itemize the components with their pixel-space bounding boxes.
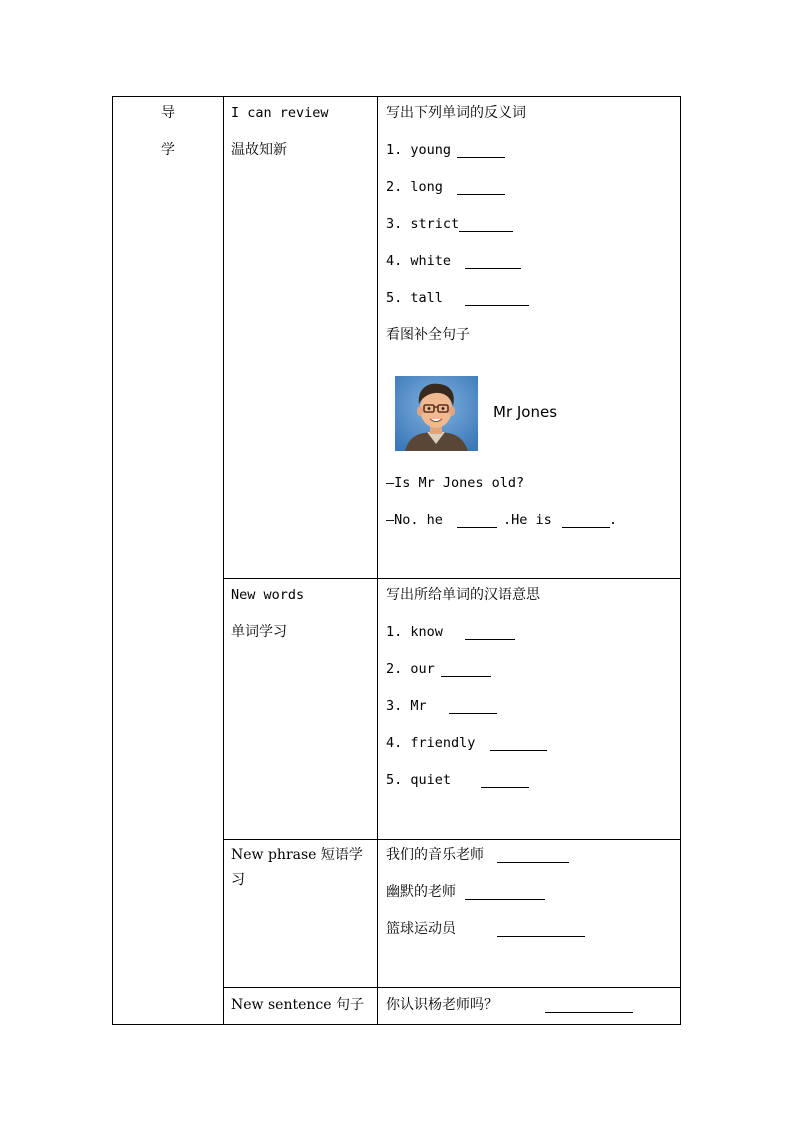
phrase-item-2: 幽默的老师 <box>386 884 456 900</box>
new-word-item-5: 5. quiet <box>386 772 452 788</box>
dialog-answer-start: —No. he <box>386 512 443 528</box>
dialog-question: —Is Mr Jones old? <box>386 475 525 491</box>
answer-blank-dialog-2[interactable] <box>562 527 610 528</box>
new-words-title: New words <box>231 587 305 603</box>
answer-blank-word-2[interactable] <box>441 676 491 677</box>
new-word-item-3: 3. Mr <box>386 698 427 714</box>
review-title: I can review <box>231 105 329 121</box>
teacher-portrait-image <box>395 376 478 451</box>
answer-blank-word-1[interactable] <box>465 639 515 640</box>
answer-blank-dialog-1[interactable] <box>457 527 497 528</box>
answer-blank-review-2[interactable] <box>457 194 505 195</box>
review-task-picture: 看图补全句子 <box>386 327 470 343</box>
picture-caption: Mr Jones <box>493 403 558 421</box>
review-item-5: 5. tall <box>386 290 443 306</box>
new-sentence-title: New sentence 句子 <box>231 997 364 1013</box>
review-item-4: 4. white <box>386 253 452 269</box>
review-subtitle: 温故知新 <box>231 142 287 158</box>
column-divider-2 <box>377 96 378 1025</box>
section-label-bottom: 学 <box>161 142 175 158</box>
review-task-antonyms: 写出下列单词的反义词 <box>386 105 526 121</box>
new-words-task: 写出所给单词的汉语意思 <box>386 587 540 603</box>
answer-blank-word-4[interactable] <box>490 750 547 751</box>
new-phrase-title: New phrase 短语学 <box>231 847 363 863</box>
new-words-subtitle: 单词学习 <box>231 624 287 640</box>
column-divider-1 <box>223 96 224 1025</box>
new-word-item-4: 4. friendly <box>386 735 476 751</box>
answer-blank-sentence[interactable] <box>545 1012 633 1013</box>
new-word-item-1: 1. know <box>386 624 443 640</box>
answer-blank-word-3[interactable] <box>449 713 497 714</box>
sentence-item: 你认识杨老师吗？ <box>386 997 498 1013</box>
new-phrase-title-wrap: 习 <box>231 872 245 888</box>
phrase-item-3: 篮球运动员 <box>386 921 456 937</box>
row-divider-1 <box>223 578 681 579</box>
new-word-item-2: 2. our <box>386 661 435 677</box>
section-label-top: 导 <box>161 105 175 121</box>
review-item-3: 3. strict <box>386 216 460 232</box>
answer-blank-phrase-1[interactable] <box>497 862 569 863</box>
row-divider-3 <box>223 987 681 988</box>
answer-blank-phrase-3[interactable] <box>497 936 585 937</box>
row-divider-2 <box>223 839 681 840</box>
dialog-answer-middle: .He is <box>503 512 552 528</box>
answer-blank-word-5[interactable] <box>481 787 529 788</box>
phrase-item-1: 我们的音乐老师 <box>386 847 484 863</box>
dialog-answer-end: . <box>609 512 618 528</box>
review-item-2: 2. long <box>386 179 443 195</box>
answer-blank-phrase-2[interactable] <box>465 899 545 900</box>
answer-blank-review-3[interactable] <box>459 231 513 232</box>
review-item-1: 1. young <box>386 142 452 158</box>
answer-blank-review-4[interactable] <box>465 268 521 269</box>
answer-blank-review-1[interactable] <box>457 157 505 158</box>
answer-blank-review-5[interactable] <box>465 305 529 306</box>
